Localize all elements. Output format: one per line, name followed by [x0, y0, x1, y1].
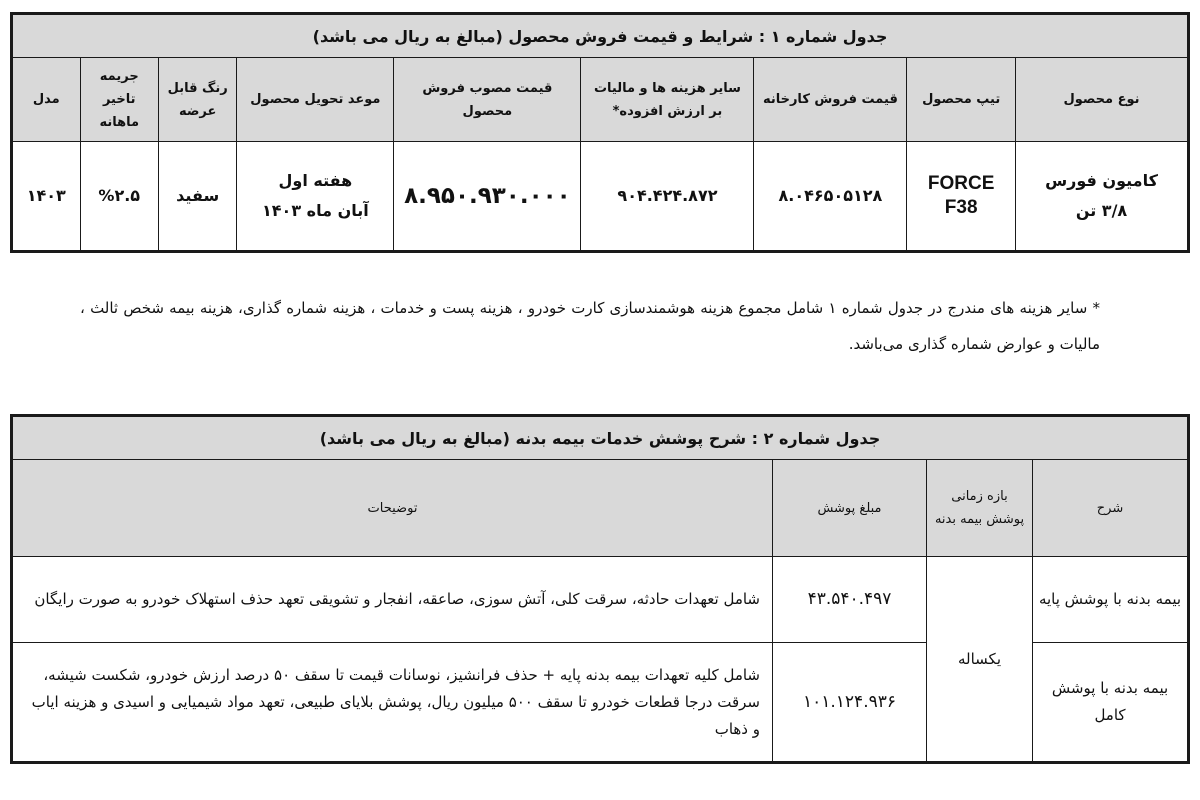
cell-model-year: ۱۴۰۳	[12, 142, 81, 252]
header-factory-price: قیمت فروش کارخانه	[754, 58, 907, 142]
coverage-period-value: یکساله	[927, 557, 1033, 763]
header-details: توضیحات	[12, 460, 773, 557]
basic-coverage-details: شامل تعهدات حادثه، سرقت کلی، آتش سوزی، صاعقه، انفجار و تشویقی تعهد حذف استهلاک خودرو به صورت رایگان	[12, 557, 773, 643]
header-penalty: جریمه تاخیر ماهانه	[80, 58, 158, 142]
header-description-title: شرح	[1033, 460, 1189, 557]
cell-penalty: %۲.۵	[80, 142, 158, 252]
full-coverage-title: بیمه بدنه با پوشش کامل	[1033, 643, 1189, 763]
header-product-model: تیپ محصول	[907, 58, 1016, 142]
footnote: * سایر هزینه های مندرج در جدول شماره ۱ شامل مجموع هزینه هوشمندسازی کارت خودرو ، هزینه پست و خدمات ، هزینه شماره گذاری، هزینه بیمه شخص ثالث ، مالیات و عوارض شماره گذاری می‌باشد.	[80, 299, 1100, 353]
product-type-line2: ۳/۸ تن	[1075, 201, 1128, 220]
full-coverage-amount: ۱۰۱.۱۲۴.۹۳۶	[773, 643, 927, 763]
header-coverage-amount: مبلغ پوشش	[773, 460, 927, 557]
header-other-costs: سایر هزینه ها و مالیات بر ارزش افزوده*	[581, 58, 754, 142]
header-coverage-period: بازه زمانی پوشش بیمه بدنه	[927, 460, 1033, 557]
price-table-title: جدول شماره ۱ : شرایط و قیمت فروش محصول (مبالغ به ریال می باشد)	[12, 14, 1189, 58]
basic-coverage-amount: ۴۳.۵۴۰.۴۹۷	[773, 557, 927, 643]
insurance-table	[10, 414, 1190, 764]
cell-product-model	[907, 142, 1016, 252]
cell-color: سفید	[158, 142, 236, 252]
cell-other-costs: ۹۰۴.۴۲۴.۸۷۲	[581, 142, 754, 252]
cell-factory-price: ۸.۰۴۶۵۰۵۱۲۸	[754, 142, 907, 252]
cell-product-type	[1015, 142, 1188, 252]
header-delivery: موعد تحویل محصول	[237, 58, 394, 142]
cell-approved-price: ۸.۹۵۰.۹۳۰.۰۰۰	[394, 142, 581, 252]
basic-coverage-title: بیمه بدنه با پوشش پایه	[1033, 557, 1189, 643]
header-approved-price: قیمت مصوب فروش محصول	[394, 58, 581, 142]
price-table	[10, 12, 1190, 253]
full-coverage-details: شامل کلیه تعهدات بیمه بدنه پایه + حذف فرانشیز، نوسانات قیمت تا سقف ۵۰ درصد ارزش خودرو، شکست شیشه، سرقت درجا قطعات خودرو تا سقف ۵۰۰ میلیون ریال، پوشش بلایای طبیعی، تعهد مواد شیمیایی و اسیدی و هزینه ایاب و ذهاب	[12, 643, 773, 763]
header-product-type: نوع محصول	[1015, 58, 1188, 142]
delivery-line1: هفته اول	[278, 171, 353, 190]
product-type-line1: کامیون فورس	[1045, 171, 1158, 190]
header-color: رنگ قابل عرضه	[158, 58, 236, 142]
insurance-table-title: جدول شماره ۲ : شرح پوشش خدمات بیمه بدنه (مبالغ به ریال می باشد)	[12, 416, 1189, 460]
header-model-year: مدل	[12, 58, 81, 142]
cell-delivery	[237, 142, 394, 252]
delivery-line2: آبان ماه ۱۴۰۳	[262, 201, 369, 220]
product-model-line2: F38	[944, 197, 978, 218]
product-model-line1: FORCE	[927, 173, 995, 194]
